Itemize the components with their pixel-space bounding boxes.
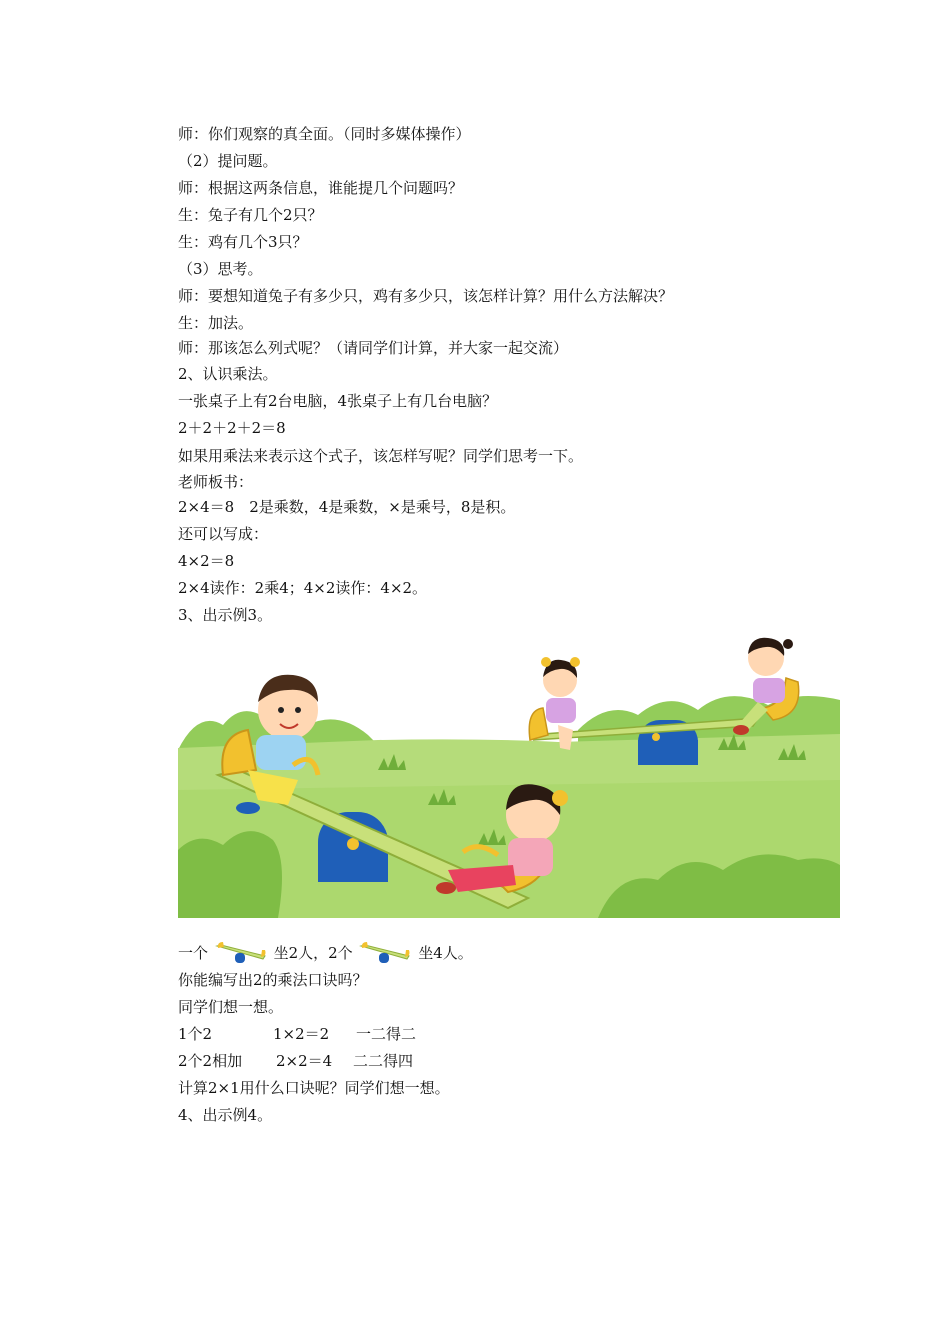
text-line: 如果用乘法来表示这个式子，该怎样写呢？同学们思考一下。 — [178, 447, 584, 465]
text-line: 2×4＝8 2是乘数，4是乘数，×是乘号，8是积。 — [178, 498, 516, 516]
table-cell: 1个2 — [178, 1025, 213, 1043]
text-segment: 坐4人。 — [418, 944, 473, 962]
text-line: 师：要想知道兔子有多少只，鸡有多少只，该怎样计算？用什么方法解决？ — [178, 287, 674, 305]
section-heading: 4、出示例4。 — [178, 1106, 273, 1124]
text-segment: 坐2人，2个 — [273, 944, 353, 962]
seesaw-icon — [359, 942, 411, 966]
table-cell: 1×2＝2 — [273, 1025, 330, 1043]
text-line: 还可以写成： — [178, 525, 269, 543]
text-line: 计算2×1用什么口诀呢？同学们想一想。 — [178, 1079, 450, 1097]
seesaw-icon — [215, 942, 267, 966]
table-cell: 一二得二 — [356, 1025, 417, 1043]
table-cell: 二二得四 — [353, 1052, 414, 1070]
text-line: 2×4读作：2乘4；4×2读作：4×2。 — [178, 579, 428, 597]
text-line: 你能编写出2的乘法口诀吗？ — [178, 971, 368, 989]
text-line: 师：那该怎么列式呢？（请同学们计算，并大家一起交流） — [178, 339, 569, 357]
section-heading: 3、出示例3。 — [178, 606, 273, 624]
text-line: 生：兔子有几个2只？ — [178, 206, 323, 224]
section-heading: 2、认识乘法。 — [178, 365, 278, 383]
seesaw-sentence — [178, 942, 473, 966]
text-line: （2）提问题。 — [178, 152, 278, 170]
text-line: 一张桌子上有2台电脑，4张桌子上有几台电脑？ — [178, 392, 498, 410]
text-line: 同学们想一想。 — [178, 998, 284, 1016]
equation: 4×2＝8 — [178, 552, 235, 570]
text-line: 老师板书： — [178, 473, 254, 491]
text-line: （3）思考。 — [178, 260, 263, 278]
text-line: 师：根据这两条信息，谁能提几个问题吗？ — [178, 179, 464, 197]
text-segment: 一个 — [178, 944, 209, 962]
table-row — [178, 1051, 413, 1071]
seesaw-illustration — [178, 630, 840, 918]
table-cell: 2×2＝4 — [276, 1052, 333, 1070]
text-line: 生：鸡有几个3只？ — [178, 233, 308, 251]
table-row — [178, 1024, 416, 1044]
equation: 2＋2＋2＋2＝8 — [178, 419, 286, 437]
text-line: 师：你们观察的真全面。（同时多媒体操作） — [178, 125, 471, 143]
text-line: 生：加法。 — [178, 314, 254, 332]
table-cell: 2个2相加 — [178, 1052, 243, 1070]
